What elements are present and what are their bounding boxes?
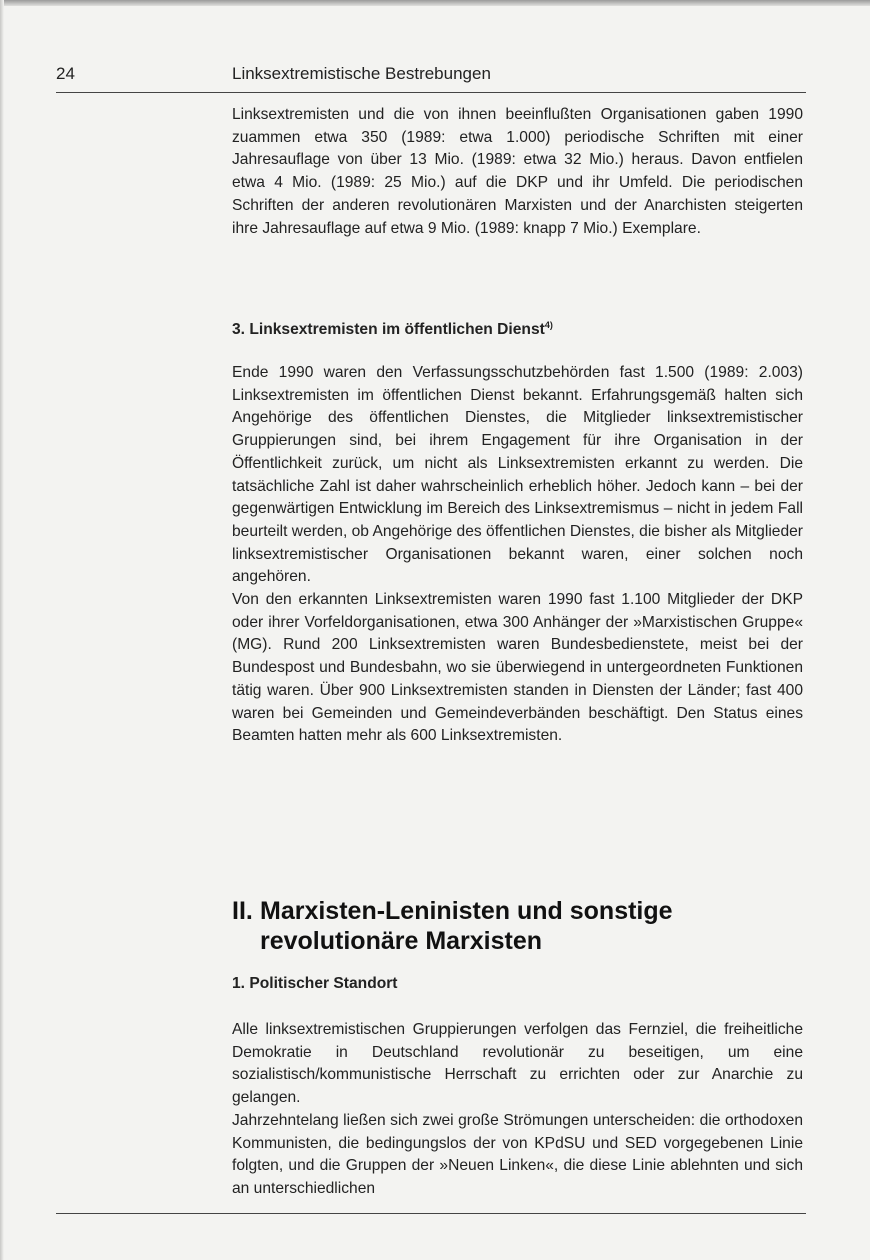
subsection-heading-text: 3. Linksextremisten im öffentlichen Dienst xyxy=(232,321,545,339)
scan-edge-top xyxy=(0,0,870,6)
subsection-heading-block xyxy=(232,314,803,341)
section-heading xyxy=(232,896,803,956)
page-number: 24 xyxy=(56,64,75,83)
section-number: II. xyxy=(232,897,253,925)
scan-edge-left xyxy=(0,0,4,1260)
political-position-heading-block xyxy=(232,973,803,995)
section-title-line-1: Marxisten-Leninisten und sonstige xyxy=(260,897,673,925)
paragraph-public-service: Ende 1990 waren den Verfassungsschutzbehörden fast 1.500 (1989: 2.003) Linksextremisten im öffentlichen Dienst bekannt. Erfahrungsgemäß halten sich Angehörige des öffentlichen Dienstes, die Mitglieder linksextremistischer Gruppierungen sind, bei ihrem Engagement für ihre Organisation in der Öffentlichkeit zurück, um nicht als Linksextremisten erkannt zu werden. Die tatsächliche Zahl ist daher wahrscheinlich erheblich höher. Jedoch kann – bei der gegenwärtigen Entwicklung im Bereich des Linksextremismus – nicht in jedem Fall beurteilt werden, ob Angehörige des öffentlichen Dienstes, die bisher als Mitglieder linksextremistischer Organisationen bekannt waren, einer solchen noch angehören. xyxy=(232,364,803,586)
footer-rule xyxy=(56,1213,806,1214)
paragraph-public-service-details: Von den erkannten Linksextremisten waren 1990 fast 1.100 Mitglieder der DKP oder ihrer Vorfeldorganisationen, etwa 300 Anhänger der »Marxistischen Gruppe« (MG). Rund 200 Linksextremisten waren Bundesbedienstete, meist bei der Bundespost und Bundesbahn, wo sie überwiegend in untergeordneten Funktionen tätig waren. Über 900 Linksextremisten standen in Diensten der Länder; fast 400 waren bei Gemeinden und Gemeindeverbänden beschäftigt. Den Status eines Beamten hatten mehr als 600 Linksextremisten. xyxy=(232,591,803,745)
subsection-heading-political-position: 1. Politischer Standort xyxy=(232,975,398,992)
political-position-text-block xyxy=(232,1019,803,1201)
footnote-marker: 4) xyxy=(544,320,553,330)
intro-paragraph-block xyxy=(232,104,803,240)
subsection-heading-public-service xyxy=(232,314,803,341)
section-title-line-2: revolutionäre Marxisten xyxy=(260,927,543,955)
page-header xyxy=(56,62,806,93)
paragraph-goals: Alle linksextremistischen Gruppierungen verfolgen das Fernziel, die freiheitliche Demokratie in Deutschland revolutionär zu beseitigen, um eine sozialistisch/kommunistische Herrschaft zu errichten oder zur Anarchie zu gelangen. xyxy=(232,1021,803,1107)
public-service-text-block xyxy=(232,362,803,748)
paragraph-currents: Jahrzehntelang ließen sich zwei große Strömungen unterscheiden: die orthodoxen Kommunisten, die bedingungslos der von KPdSU und SED vorgegebenen Linie folgten, und die Gruppen der »Neuen Linken«, die diese Linie ablehnten und sich an unterschiedlichen xyxy=(232,1111,803,1197)
paragraph-periodicals: Linksextremisten und die von ihnen beeinflußten Organisationen gaben 1990 zuammen etwa 350 (1989: etwa 1.000) periodische Schriften mit einer Jahresauflage von über 13 Mio. (1989: etwa 32 Mio.) heraus. Davon entfielen etwa 4 Mio. (1989: 25 Mio.) auf die DKP und ihr Umfeld. Die periodischen Schriften der anderen revolutionären Marxisten und der Anarchisten steigerten ihre Jahresauflage auf etwa 9 Mio. (1989: knapp 7 Mio.) Exemplare. xyxy=(232,106,803,237)
running-title: Linksextremistische Bestrebungen xyxy=(232,64,491,83)
